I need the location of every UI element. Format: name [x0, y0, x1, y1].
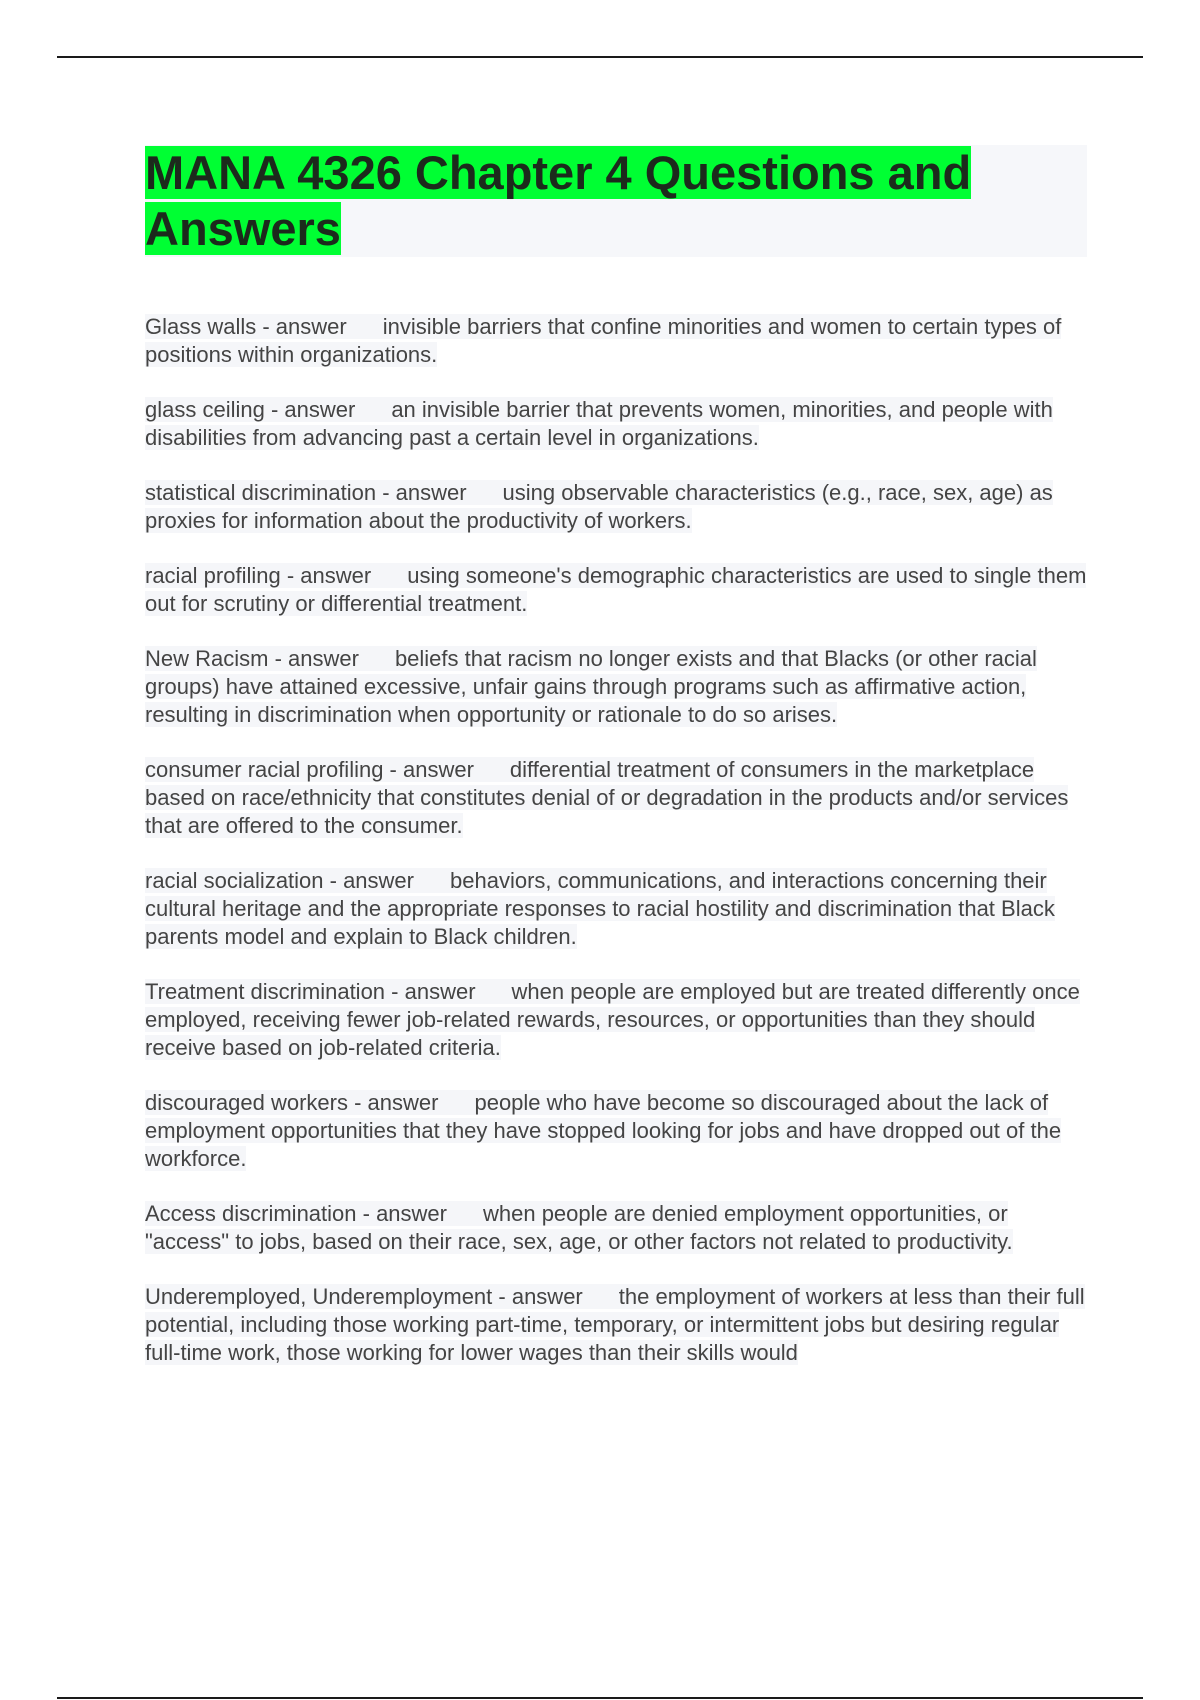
- qa-term: racial profiling - answer: [145, 563, 372, 588]
- qa-term: consumer racial profiling - answer: [145, 757, 474, 782]
- qa-term: glass ceiling - answer: [145, 397, 356, 422]
- qa-entry: [145, 1089, 1087, 1173]
- qa-entry-text: [145, 314, 1061, 367]
- qa-definition: differential treatment of consumers in the marketplace based on race/ethnicity that constitutes denial of or degradation in the products and/or services that are offered to the consumer.: [145, 757, 1069, 838]
- qa-entry: [145, 1283, 1087, 1367]
- qa-entry-text: [145, 563, 1086, 616]
- qa-entry-text: [145, 1284, 1085, 1365]
- document-title-text: MANA 4326 Chapter 4 Questions and Answers: [145, 146, 972, 255]
- qa-definition: using someone's demographic characteristics are used to single them out for scrutiny or differential treatment.: [145, 563, 1087, 616]
- qa-entry-text: [145, 1201, 1013, 1254]
- qa-entry: [145, 396, 1087, 452]
- qa-term: Glass walls - answer: [145, 314, 347, 339]
- document-body: [145, 145, 1087, 1394]
- qa-definition: when people are denied employment opportunities, or "access" to jobs, based on their race, sex, age, or other factors not related to productivity.: [145, 1201, 1013, 1254]
- qa-entry: [145, 479, 1087, 535]
- qa-term: discouraged workers - answer: [145, 1090, 439, 1115]
- qa-definition: when people are employed but are treated differently once employed, receiving fewer job-related rewards, resources, or opportunities than they should receive based on job-related criteria.: [145, 979, 1080, 1060]
- qa-entry-text: [145, 397, 1053, 450]
- top-rule: [57, 56, 1143, 58]
- qa-entry: [145, 562, 1087, 618]
- qa-entry-text: [145, 480, 1053, 533]
- qa-entry-text: [145, 646, 1037, 727]
- bottom-rule: [57, 1697, 1143, 1699]
- qa-entry-text: [145, 1090, 1061, 1171]
- qa-entry-text: [145, 757, 1068, 838]
- qa-term: racial socialization - answer: [145, 868, 414, 893]
- qa-entry: [145, 978, 1087, 1062]
- qa-definition: an invisible barrier that prevents women, minorities, and people with disabilities from advancing past a certain level in organizations.: [145, 397, 1053, 450]
- qa-definition: beliefs that racism no longer exists and that Blacks (or other racial groups) have attained excessive, unfair gains through programs such as affirmative action, resulting in discrimination when opportunity or rationale to do so arises.: [145, 646, 1037, 727]
- title-block: [145, 145, 1087, 257]
- qa-definition: people who have become so discouraged about the lack of employment opportunities that they have stopped looking for jobs and have dropped out of the workforce.: [145, 1090, 1062, 1171]
- qa-entry-text: [145, 979, 1080, 1060]
- qa-entry: [145, 645, 1087, 729]
- entry-list: [145, 313, 1087, 1367]
- qa-entry: [145, 756, 1087, 840]
- qa-term: Access discrimination - answer: [145, 1201, 447, 1226]
- qa-entry-text: [145, 868, 1055, 949]
- qa-entry: [145, 313, 1087, 369]
- qa-entry: [145, 1200, 1087, 1256]
- qa-term: Treatment discrimination - answer: [145, 979, 476, 1004]
- qa-term: statistical discrimination - answer: [145, 480, 467, 505]
- qa-definition: using observable characteristics (e.g., race, sex, age) as proxies for information about the productivity of workers.: [145, 480, 1053, 533]
- qa-term: New Racism - answer: [145, 646, 359, 671]
- qa-definition: behaviors, communications, and interactions concerning their cultural heritage and the appropriate responses to racial hostility and discrimination that Black parents model and explain to Black children.: [145, 868, 1055, 949]
- qa-definition: the employment of workers at less than their full potential, including those working part-time, temporary, or intermittent jobs but desiring regular full-time work, those working for lower wages than their skills would: [145, 1284, 1085, 1365]
- qa-definition: invisible barriers that confine minorities and women to certain types of positions within organizations.: [145, 314, 1062, 367]
- qa-entry: [145, 867, 1087, 951]
- qa-term: Underemployed, Underemployment - answer: [145, 1284, 583, 1309]
- document-title: [145, 146, 971, 255]
